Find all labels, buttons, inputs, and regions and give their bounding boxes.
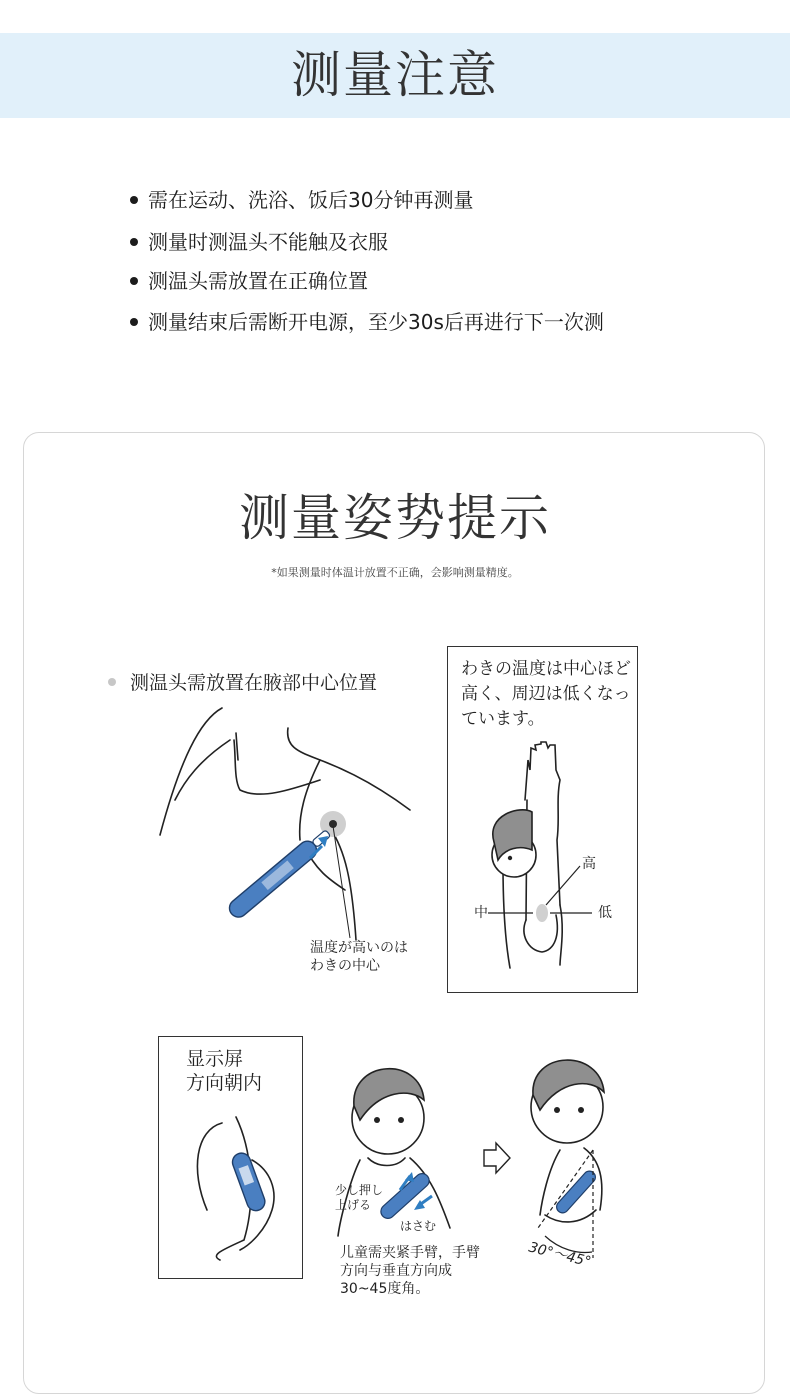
thermometer-icon bbox=[226, 826, 334, 921]
eye-icon bbox=[578, 1107, 584, 1113]
eye-icon bbox=[554, 1107, 560, 1113]
child-note: 儿童需夹紧手臂，手臂方向与垂直方向成30~45度角。 bbox=[340, 1245, 480, 1297]
temperature-zone-text: わきの温度は中心ほど高く、周辺は低くなっています。 bbox=[461, 659, 631, 729]
eye-icon bbox=[508, 856, 512, 860]
thermometer-icon bbox=[230, 1151, 267, 1214]
posture-note: *如果测量时体温计放置不正确，会影响测量精度。 bbox=[271, 566, 519, 579]
display-inward-illustration bbox=[197, 1117, 274, 1260]
eye-icon bbox=[398, 1117, 404, 1123]
hot-spot-label: 温度が高いのは わきの中心 bbox=[310, 940, 408, 974]
mid-label: 中 bbox=[474, 905, 488, 921]
tip-text: 测温头需放置在正确位置 bbox=[148, 269, 368, 293]
callout-line bbox=[333, 826, 350, 938]
tip-text: 需在运动、洗浴、饭后30分钟再测量 bbox=[148, 188, 474, 212]
armpit-zone bbox=[536, 904, 548, 922]
axilla-instruction-text: 测温头需放置在腋部中心位置 bbox=[130, 672, 378, 694]
angle-label: 30°～45° bbox=[527, 1239, 593, 1271]
thermometer-icon bbox=[378, 1171, 432, 1222]
page-title: 测量注意 bbox=[291, 46, 499, 104]
next-arrow-icon bbox=[484, 1143, 510, 1173]
high-line bbox=[546, 866, 580, 905]
low-label: 低 bbox=[598, 905, 612, 921]
high-label: 高 bbox=[582, 856, 596, 872]
tip-text: 测量结束后需断开电源，至少30s后再进行下一次测 bbox=[148, 310, 604, 334]
shoulder-illustration bbox=[160, 708, 410, 940]
raised-arm-child-illustration bbox=[492, 742, 562, 968]
thermometer-icon bbox=[554, 1169, 598, 1216]
display-direction-text: 显示屏 方向朝内 bbox=[186, 1048, 263, 1094]
eye-icon bbox=[374, 1117, 380, 1123]
posture-title: 测量姿势提示 bbox=[239, 489, 551, 547]
clamp-label: はさむ bbox=[400, 1219, 437, 1233]
push-label: 少し押し 上げる bbox=[335, 1183, 384, 1212]
tip-text: 测量时测温头不能触及衣服 bbox=[148, 230, 388, 254]
